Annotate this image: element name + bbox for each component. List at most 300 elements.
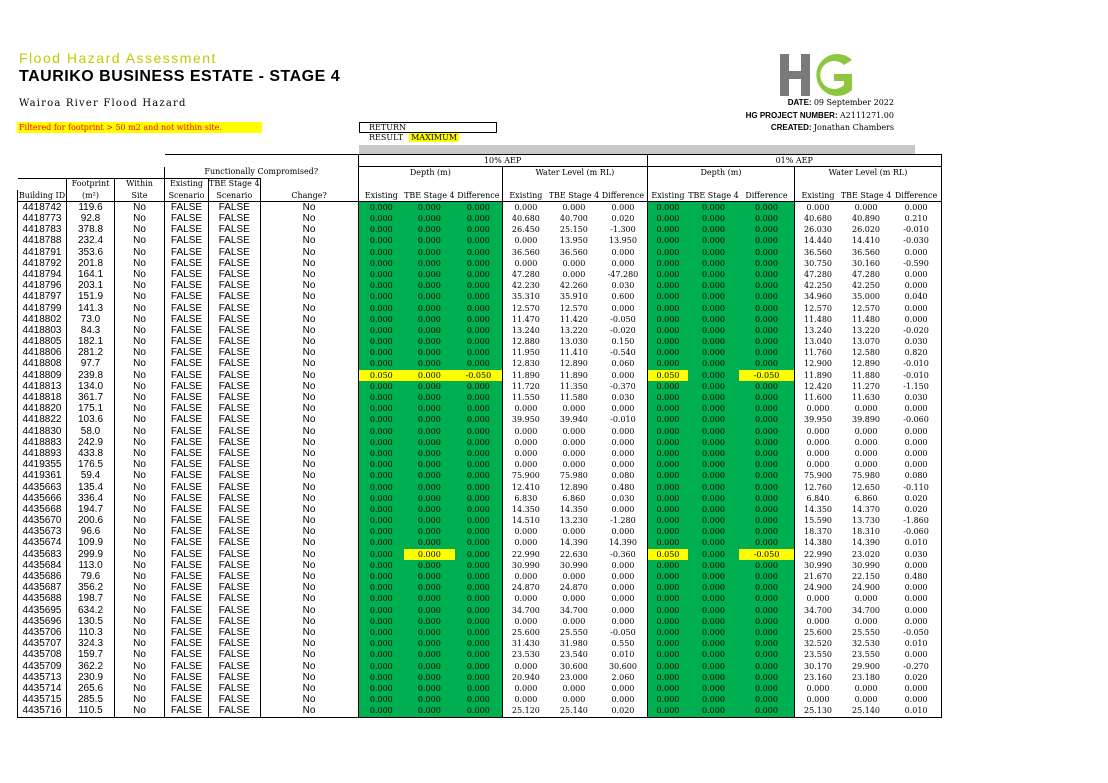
aep10-depth-existing-header: Existing (358, 190, 404, 202)
aep10-depth-existing-cell: 0.050 (358, 370, 404, 381)
aep10-depth-existing-cell: 0.000 (358, 448, 404, 459)
aep01-wl-existing-cell: 14.380 (795, 538, 841, 549)
aep10-depth-existing-cell: 0.000 (358, 471, 404, 482)
existing-scenario-cell: FALSE (165, 661, 209, 672)
aep10-wl-existing-cell: 75.900 (503, 471, 549, 482)
building-id-cell: 4435688 (18, 594, 67, 605)
return-result-box[interactable] (359, 122, 497, 142)
table-row (18, 616, 942, 627)
aep01-wl-diff-cell: 0.000 (891, 303, 941, 314)
change-cell: No (260, 269, 358, 280)
aep01-wl-tbe-cell: 0.000 (854, 448, 878, 458)
footprint-cell: 230.9 (67, 672, 115, 683)
aep10-depth-diff-cell: 0.000 (455, 236, 503, 247)
within-site-cell: No (115, 594, 165, 605)
aep01-depth-tbe-cell: 0.000 (688, 281, 739, 292)
building-id-cell: 4435670 (18, 516, 67, 527)
aep01-wl-existing-header: Existing (795, 190, 841, 202)
aep10-depth-tbe-cell: 0.000 (404, 594, 455, 605)
within-site-cell: No (115, 337, 165, 348)
footprint-cell: 634.2 (67, 605, 115, 616)
aep10-wl-tbe-cell: 0.000 (562, 258, 586, 268)
aep01-depth-diff-cell: 0.000 (739, 516, 795, 527)
tbe-scenario-cell: FALSE (209, 650, 261, 661)
aep01-depth-existing-cell: 0.050 (647, 370, 688, 381)
table-row (18, 325, 942, 336)
aep10-depth-existing-cell: 0.000 (358, 639, 404, 650)
aep01-depth-existing-cell: 0.000 (647, 706, 688, 718)
aep10-wl-diff-cell: -0.050 (610, 314, 636, 324)
aep10-depth-diff-cell: 0.000 (455, 683, 503, 694)
building-id-cell: 4418805 (18, 337, 67, 348)
aep01-wl-diff-cell: -0.010 (891, 225, 941, 236)
existing-scenario-cell: FALSE (165, 493, 209, 504)
aep10-depth-diff-cell: 0.000 (455, 258, 503, 269)
aep10-wl-existing-cell: 36.560 (503, 247, 549, 258)
aep10-wl-existing-cell: 0.000 (503, 404, 549, 415)
aep01-wl-tbe-cell: 11.880 (852, 370, 881, 380)
aep10-wl-tbe-cell: 25.550 (559, 627, 588, 637)
aep10-wl-existing-cell: 20.940 (503, 672, 549, 683)
aep10-wl-existing-cell: 23.530 (503, 650, 549, 661)
within-site-cell: No (115, 269, 165, 280)
tbe-scenario-cell: FALSE (209, 661, 261, 672)
aep01-depth-diff-cell: 0.000 (739, 583, 795, 594)
aep01-wl-tbe-cell: 0.000 (854, 404, 878, 414)
aep10-depth-diff-cell: 0.000 (455, 303, 503, 314)
aep10-depth-existing-cell: 0.000 (358, 706, 404, 718)
aep10-depth-existing-cell: 0.000 (358, 314, 404, 325)
change-header: Change? (260, 190, 358, 202)
aep01-depth-tbe-header: TBE Stage 4 (688, 190, 739, 202)
existing-scenario-cell: FALSE (165, 415, 209, 426)
aep01-wl-existing-cell: 0.000 (795, 460, 841, 471)
footprint-cell: 378.8 (67, 225, 115, 236)
tbe-scenario-cell: FALSE (209, 236, 261, 247)
aep01-wl-existing-cell: 11.760 (795, 348, 841, 359)
footprint-cell: 201.8 (67, 258, 115, 269)
aep01-wl-diff-cell: 0.000 (891, 202, 941, 214)
report-title: TAURIKO BUSINESS ESTATE - STAGE 4 (19, 68, 341, 85)
report-author: CREATED: Jonathan Chambers (770, 123, 894, 132)
aep01-wl-diff-cell: 0.020 (891, 504, 941, 515)
change-cell: No (260, 504, 358, 515)
change-cell: No (260, 225, 358, 236)
aep10-wl-existing-cell: 34.700 (503, 605, 549, 616)
aep10-depth-diff-cell: 0.000 (455, 426, 503, 437)
building-id-cell: 4418797 (18, 292, 67, 303)
aep10-wl-existing-cell: 30.990 (503, 560, 549, 571)
table-row (18, 281, 942, 292)
aep01-depth-existing-cell: 0.000 (647, 202, 688, 214)
aep10-wl-existing-cell: 11.720 (503, 381, 549, 392)
aep10-wl-existing-cell: 25.120 (503, 706, 549, 718)
aep01-depth-existing-cell: 0.000 (647, 527, 688, 538)
aep01-wl-diff-cell: 0.000 (891, 247, 941, 258)
aep01-depth-existing-cell: 0.000 (647, 381, 688, 392)
aep01-wl-diff-cell: 0.000 (891, 281, 941, 292)
aep10-wl-diff-cell: 0.020 (599, 706, 647, 718)
aep10-depth-diff-cell: 0.000 (455, 538, 503, 549)
aep01-wl-tbe-cell: 24.900 (852, 583, 881, 593)
aep01-depth-diff-cell: -0.050 (739, 370, 795, 381)
aep01-depth-diff-cell: -0.050 (739, 549, 795, 560)
tbe-scenario-cell: FALSE (209, 426, 261, 437)
aep10-wl-tbe-cell: 23.000 (559, 672, 588, 682)
aep01-depth-existing-cell: 0.000 (647, 538, 688, 549)
aep01-wl-tbe-cell: 0.000 (854, 683, 878, 693)
within-site-cell: No (115, 258, 165, 269)
within-site-cell: No (115, 314, 165, 325)
existing-scenario-cell: FALSE (165, 583, 209, 594)
within-site-cell: No (115, 527, 165, 538)
aep10-wl-diff-cell: 0.000 (611, 572, 635, 582)
aep10-wl-tbe-cell: 14.350 (559, 504, 588, 514)
aep01-wl-tbe-cell: 23.180 (852, 672, 881, 682)
aep01-depth-diff-cell: 0.000 (739, 482, 795, 493)
return-result-value[interactable]: MAXIMUM (411, 133, 458, 142)
aep10-depth-existing-cell: 0.000 (358, 236, 404, 247)
aep10-wl-tbe-cell: 13.030 (559, 337, 588, 347)
aep10-depth-diff-cell: 0.000 (455, 493, 503, 504)
aep01-wl-existing-cell: 32.520 (795, 639, 841, 650)
aep01-depth-existing-cell: 0.000 (647, 471, 688, 482)
within-site-cell: No (115, 448, 165, 459)
aep01-wl-diff-cell: -1.860 (891, 516, 941, 527)
table-row (18, 314, 942, 325)
existing-scenario-cell: FALSE (165, 460, 209, 471)
aep10-wl-existing-cell: 0.000 (503, 460, 549, 471)
change-cell: No (260, 437, 358, 448)
building-id-cell: 4435673 (18, 527, 67, 538)
within-site-cell: No (115, 460, 165, 471)
aep10-depth-diff-cell: 0.000 (455, 482, 503, 493)
aep01-depth-diff-cell: 0.000 (739, 325, 795, 336)
aep01-depth-diff-cell: 0.000 (739, 460, 795, 471)
aep01-depth-diff-cell: 0.000 (739, 538, 795, 549)
tbe-scenario-cell: FALSE (209, 202, 261, 214)
aep01-depth-diff-cell: 0.000 (739, 381, 795, 392)
building-id-cell: 4435695 (18, 605, 67, 616)
aep01-depth-tbe-cell: 0.000 (688, 504, 739, 515)
aep10-wl-diff-cell: 0.030 (611, 393, 635, 403)
aep10-depth-diff-cell: 0.000 (455, 549, 503, 560)
aep01-depth-diff-cell: 0.000 (739, 348, 795, 359)
within-site-header: Site (115, 190, 165, 202)
aep10-wl-diff-header: Difference (599, 190, 647, 202)
aep10-wl-tbe-cell: 0.000 (562, 594, 586, 604)
building-id-cell: 4435708 (18, 650, 67, 661)
aep10-wl-diff-cell: 0.000 (611, 616, 635, 626)
existing-scenario-cell: FALSE (165, 706, 209, 718)
table-row (18, 225, 942, 236)
aep10-depth-diff-cell: 0.000 (455, 560, 503, 571)
existing-scenario-cell: FALSE (165, 325, 209, 336)
aep10-depth-diff-cell: 0.000 (455, 337, 503, 348)
aep10-wl-diff-cell: 0.550 (611, 639, 635, 649)
aep10-wl-existing-cell: 0.000 (503, 236, 549, 247)
aep10-depth-diff-cell: 0.000 (455, 359, 503, 370)
building-id-cell: 4418808 (18, 359, 67, 370)
aep10-wl-diff-cell: 0.000 (611, 527, 635, 537)
aep10-depth-tbe-cell: 0.000 (404, 314, 455, 325)
aep10-wl-tbe-cell: 11.580 (559, 393, 588, 403)
aep01-depth-diff-cell: 0.000 (739, 571, 795, 582)
building-id-cell: 4435663 (18, 482, 67, 493)
aep01-wl-tbe-cell: 14.390 (852, 538, 881, 548)
aep10-wl-existing-cell: 0.000 (503, 258, 549, 269)
aep10-depth-existing-cell: 0.000 (358, 583, 404, 594)
aep01-depth-tbe-cell: 0.000 (688, 560, 739, 571)
aep10-depth-tbe-cell: 0.000 (404, 616, 455, 627)
table-row (18, 583, 942, 594)
aep01-depth-tbe-cell: 0.000 (688, 236, 739, 247)
aep01-wl-tbe-header: TBE Stage 4 (841, 190, 892, 202)
aep10-depth-existing-cell: 0.000 (358, 392, 404, 403)
footprint-cell: 285.5 (67, 695, 115, 706)
aep01-wl-tbe-cell: 14.410 (852, 236, 881, 246)
aep01-depth-tbe-cell: 0.000 (688, 571, 739, 582)
aep10-wl-tbe-cell: 13.230 (559, 516, 588, 526)
filter-note: Filtered for footprint > 50 m2 and not within site. (17, 122, 262, 133)
table-row (18, 236, 942, 247)
aep10-wl-existing-cell: 0.000 (503, 695, 549, 706)
aep01-depth-tbe-cell: 0.000 (688, 437, 739, 448)
within-site-cell: No (115, 415, 165, 426)
aep10-depth-existing-cell: 0.000 (358, 437, 404, 448)
aep01-wl-tbe-cell: 11.630 (852, 393, 881, 403)
tbe-scenario-cell: FALSE (209, 258, 261, 269)
table-row (18, 404, 942, 415)
aep10-wl-tbe-cell: 0.000 (562, 695, 586, 705)
aep10-depth-diff-cell: 0.000 (455, 695, 503, 706)
footprint-cell: 134.0 (67, 381, 115, 392)
aep10-depth-tbe-cell: 0.000 (404, 504, 455, 515)
aep10-wl-existing-cell: 0.000 (503, 571, 549, 582)
existing-scenario-cell: FALSE (165, 683, 209, 694)
aep01-wl-existing-cell: 0.000 (795, 437, 841, 448)
aep01-depth-tbe-cell: 0.000 (688, 583, 739, 594)
existing-scenario-cell: FALSE (165, 504, 209, 515)
footprint-cell: 361.7 (67, 392, 115, 403)
aep01-depth-diff-cell: 0.000 (739, 404, 795, 415)
aep01-depth-existing-cell: 0.000 (647, 258, 688, 269)
aep10-wl-existing-cell: 14.510 (503, 516, 549, 527)
aep01-wl-diff-cell: -0.030 (891, 236, 941, 247)
aep01-depth-existing-cell: 0.000 (647, 460, 688, 471)
aep10-depth-tbe-cell: 0.000 (404, 359, 455, 370)
footprint-cell: 84.3 (67, 325, 115, 336)
aep01-depth-tbe-cell: 0.000 (688, 269, 739, 280)
aep10-depth-tbe-cell: 0.000 (404, 247, 455, 258)
aep01-depth-tbe-cell: 0.000 (688, 650, 739, 661)
within-site-cell: No (115, 549, 165, 560)
footprint-unit-header: (m²) (67, 190, 115, 202)
aep10-wl-existing-cell: 39.950 (503, 415, 549, 426)
aep01-wl-tbe-cell: 36.560 (852, 247, 881, 257)
existing-scenario-cell: FALSE (165, 292, 209, 303)
aep01-wl-existing-cell: 42.250 (795, 281, 841, 292)
within-site-cell: No (115, 538, 165, 549)
existing-scenario-cell: FALSE (165, 225, 209, 236)
aep01-depth-tbe-cell: 0.000 (688, 202, 739, 214)
aep10-wl-existing-cell: 12.410 (503, 482, 549, 493)
aep01-depth-diff-cell: 0.000 (739, 213, 795, 224)
aep10-wl-diff-cell: 0.150 (611, 337, 635, 347)
tbe-scenario-cell: FALSE (209, 516, 261, 527)
aep01-depth-tbe-cell: 0.000 (688, 415, 739, 426)
building-id-cell: 4435716 (18, 706, 67, 718)
within-site-cell: No (115, 325, 165, 336)
aep10-wl-diff-cell: -0.010 (610, 415, 636, 425)
aep01-depth-diff-cell: 0.000 (739, 437, 795, 448)
aep10-wl-diff-cell: 13.950 (608, 236, 637, 246)
footprint-cell: 92.8 (67, 213, 115, 224)
aep01-wl-tbe-cell: 25.140 (841, 706, 892, 718)
aep01-wl-diff-cell: -0.010 (891, 370, 941, 381)
existing-scenario-cell: FALSE (165, 392, 209, 403)
aep01-wl-diff-cell: 0.030 (891, 549, 941, 560)
aep10-depth-existing-cell: 0.000 (358, 493, 404, 504)
aep10-wl-tbe-cell: 30.990 (559, 560, 588, 570)
building-id-cell: 4435668 (18, 504, 67, 515)
aep10-depth-diff-cell: 0.000 (455, 281, 503, 292)
aep01-depth-existing-cell: 0.000 (647, 269, 688, 280)
table-row (18, 571, 942, 582)
aep01-wl-existing-cell: 0.000 (795, 683, 841, 694)
aep10-depth-tbe-cell: 0.000 (404, 448, 455, 459)
aep10-wl-tbe-cell: 0.000 (562, 460, 586, 470)
within-site-cell: No (115, 437, 165, 448)
change-cell: No (260, 337, 358, 348)
aep01-depth-diff-cell: 0.000 (739, 493, 795, 504)
aep01-depth-diff-cell: 0.000 (739, 303, 795, 314)
aep01-depth-existing-cell: 0.000 (647, 359, 688, 370)
aep01-wl-diff-cell: -0.060 (891, 415, 941, 426)
aep10-depth-diff-cell: 0.000 (455, 627, 503, 638)
aep01-wl-existing-cell: 21.670 (795, 571, 841, 582)
aep01-wl-tbe-cell: 75.980 (852, 471, 881, 481)
aep10-wl-tbe-cell: 31.980 (559, 639, 588, 649)
change-cell: No (260, 448, 358, 459)
table-row (18, 448, 942, 459)
aep10-depth-existing-cell: 0.000 (358, 605, 404, 616)
existing-scenario-cell: FALSE (165, 471, 209, 482)
within-site-cell: No (115, 247, 165, 258)
aep01-depth-existing-cell: 0.000 (647, 404, 688, 415)
aep10-wl-diff-cell: 0.000 (611, 370, 635, 380)
within-site-cell: No (115, 381, 165, 392)
aep01-wl-diff-cell: -0.110 (891, 482, 941, 493)
aep10-depth-tbe-cell: 0.000 (404, 482, 455, 493)
existing-scenario-cell: FALSE (165, 202, 209, 214)
existing-scenario-cell: FALSE (165, 571, 209, 582)
change-cell: No (260, 605, 358, 616)
aep10-depth-tbe-cell: 0.000 (404, 292, 455, 303)
footprint-cell: 159.7 (67, 650, 115, 661)
aep10-wl-diff-cell: 0.000 (611, 426, 635, 436)
aep01-wl-tbe-cell: 6.860 (854, 493, 878, 503)
existing-scenario-cell: FALSE (165, 404, 209, 415)
tbe-scenario-cell: FALSE (209, 538, 261, 549)
aep10-depth-existing-cell: 0.000 (358, 258, 404, 269)
change-cell: No (260, 213, 358, 224)
aep10-wl-tbe-cell: 30.600 (559, 661, 588, 671)
aep10-depth-tbe-cell: 0.000 (404, 650, 455, 661)
aep01-wl-existing-cell: 23.160 (795, 672, 841, 683)
building-id-cell: 4419355 (18, 460, 67, 471)
aep10-depth-tbe-cell: 0.000 (404, 213, 455, 224)
tbe-scenario-cell: FALSE (209, 706, 261, 718)
aep01-depth-tbe-cell: 0.000 (688, 493, 739, 504)
aep01-wl-tbe-cell: 11.480 (852, 314, 881, 324)
aep10-depth-diff-cell: 0.000 (455, 516, 503, 527)
report-subtitle: Wairoa River Flood Hazard (19, 98, 187, 109)
aep01-wl-existing-cell: 25.130 (795, 706, 841, 718)
aep01-wl-existing-cell: 24.900 (795, 583, 841, 594)
aep01-depth-tbe-cell: 0.000 (688, 292, 739, 303)
aep01-depth-diff-cell: 0.000 (739, 706, 795, 718)
aep01-wl-tbe-cell: 14.370 (852, 504, 881, 514)
aep01-wl-existing-cell: 26.030 (795, 225, 841, 236)
aep01-depth-existing-cell: 0.000 (647, 247, 688, 258)
existing-scenario-header-2: Scenario (165, 190, 209, 202)
aep01-wl-diff-cell: -1.150 (891, 381, 941, 392)
aep10-depth-tbe-cell: 0.000 (404, 672, 455, 683)
aep01-depth-tbe-cell: 0.000 (688, 639, 739, 650)
aep01-wl-diff-cell: 0.000 (891, 605, 941, 616)
within-site-cell: No (115, 225, 165, 236)
within-site-cell: No (115, 392, 165, 403)
aep01-wl-diff-cell: 0.040 (891, 292, 941, 303)
aep10-wl-diff-cell: 0.080 (611, 471, 635, 481)
aep01-depth-diff-cell: 0.000 (739, 359, 795, 370)
footprint-cell: 362.2 (67, 661, 115, 672)
aep01-depth-existing-cell: 0.000 (647, 314, 688, 325)
table-row (18, 337, 942, 348)
building-id-cell: 4435683 (18, 549, 67, 560)
aep01-wl-diff-cell: 0.000 (891, 594, 941, 605)
table-row (18, 560, 942, 571)
aep01-depth-existing-cell: 0.000 (647, 437, 688, 448)
within-site-cell: No (115, 605, 165, 616)
aep01-depth-tbe-cell: 0.000 (688, 359, 739, 370)
table-row (18, 482, 942, 493)
aep10-wl-existing-cell: 0.000 (503, 594, 549, 605)
aep01-depth-existing-cell: 0.000 (647, 213, 688, 224)
aep10-wl-existing-cell: 11.950 (503, 348, 549, 359)
existing-scenario-cell: FALSE (165, 639, 209, 650)
aep10-depth-existing-cell: 0.000 (358, 538, 404, 549)
aep01-depth-existing-cell: 0.000 (647, 348, 688, 359)
footprint-cell: 59.4 (67, 471, 115, 482)
existing-scenario-cell: FALSE (165, 482, 209, 493)
footprint-cell: 182.1 (67, 337, 115, 348)
table-body (18, 202, 942, 718)
within-site-cell: No (115, 650, 165, 661)
aep01-wl-diff-cell: 0.000 (891, 437, 941, 448)
aep01-wl-tbe-cell: 40.890 (852, 214, 881, 224)
aep10-wl-existing-cell: 47.280 (503, 269, 549, 280)
aep01-wl-existing-cell: 13.240 (795, 325, 841, 336)
aep10-depth-existing-cell: 0.000 (358, 213, 404, 224)
footprint-cell: 141.3 (67, 303, 115, 314)
aep01-wl-existing-cell: 40.680 (795, 213, 841, 224)
table-row (18, 695, 942, 706)
footprint-cell: 130.5 (67, 616, 115, 627)
table-row (18, 594, 942, 605)
change-cell: No (260, 571, 358, 582)
